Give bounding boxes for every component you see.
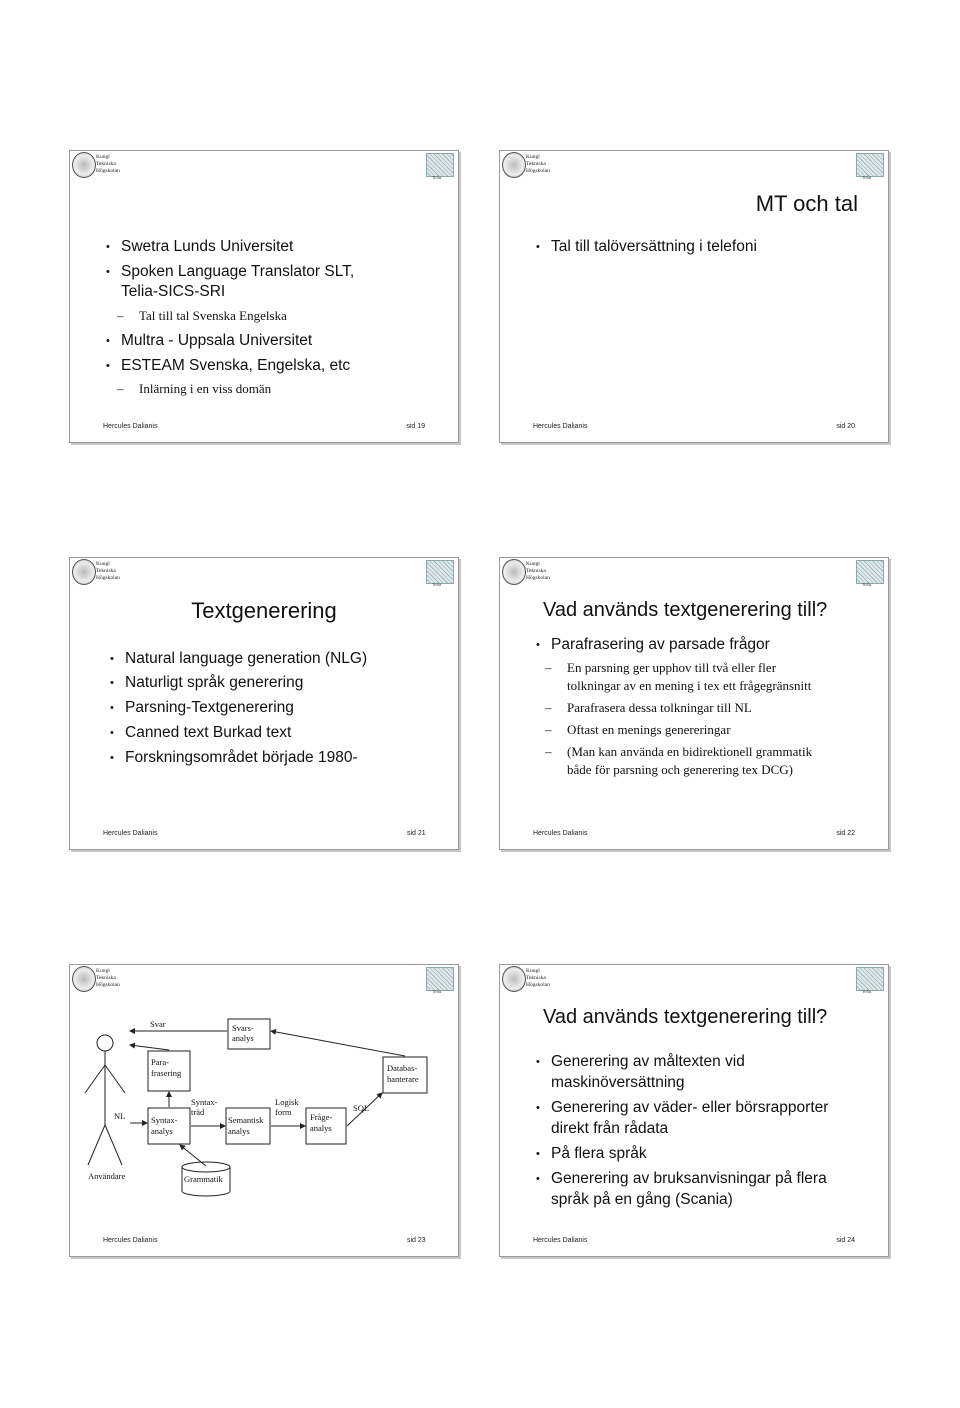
slide-author: Hercules Dalianis <box>533 423 588 430</box>
slide-title: Vad används textgenerering till? <box>543 599 828 621</box>
slide-title: MT och tal <box>755 191 858 216</box>
kth-logo <box>72 966 128 996</box>
telia-caption: Telia <box>432 582 442 587</box>
svarsanalys-label: analys <box>232 1033 254 1043</box>
slide-page-number: sid 23 <box>407 1237 426 1244</box>
bullet: • Tal till talöversättning i telefoni <box>536 238 757 255</box>
kth-line: Kungl <box>526 154 540 160</box>
telia-icon <box>856 153 884 177</box>
kth-line: Kungl <box>96 968 110 974</box>
sub-bullet: – (Man kan använda en bidirektionell grammatik <box>545 744 813 759</box>
slide-23 <box>69 964 459 1257</box>
telia-logo <box>856 560 884 588</box>
slide-author: Hercules Dalianis <box>103 830 158 837</box>
kth-line: Tekniska <box>96 161 116 167</box>
bullet: • Generering av måltexten vid <box>536 1053 745 1070</box>
bullet-continuation: Telia-SICS-SRI <box>121 283 226 300</box>
logisk-label: Logisk <box>275 1097 299 1107</box>
telia-logo <box>426 153 454 181</box>
telia-icon <box>856 560 884 584</box>
bullet: • På flera språk <box>536 1145 647 1162</box>
sub-bullet: – Inlärning i en viss domän <box>117 381 272 396</box>
kth-line: Högskolan <box>526 982 550 988</box>
slide-22 <box>499 557 889 850</box>
telia-logo <box>856 153 884 181</box>
telia-caption: Telia <box>432 989 442 994</box>
slide-20 <box>499 150 889 443</box>
anvandare-label: Användare <box>88 1171 126 1181</box>
kth-line: Tekniska <box>526 975 546 981</box>
slide-page-number: sid 19 <box>406 423 425 430</box>
bullet: • ESTEAM Svenska, Engelska, etc <box>106 357 351 374</box>
syntaxanalys-label: Syntax- <box>151 1115 178 1125</box>
kth-logo <box>72 152 128 182</box>
slide-page-number: sid 20 <box>836 423 855 430</box>
bullet: • Multra - Uppsala Universitet <box>106 332 313 349</box>
svar-label: Svar <box>150 1019 166 1029</box>
syntaxtrad-label: Syntax- <box>191 1097 218 1107</box>
parafrasering-label: Para- <box>151 1057 169 1067</box>
kth-logo <box>72 559 128 589</box>
slide-page-number: sid 21 <box>407 830 426 837</box>
bullet: • Parsning-Textgenerering <box>110 699 294 716</box>
frageanalys-label: Fråge- <box>310 1112 333 1122</box>
syntaxanalys-label: analys <box>151 1126 173 1136</box>
kth-line: Tekniska <box>526 161 546 167</box>
bullet: • Forskningsområdet började 1980- <box>110 749 358 766</box>
svarsanalys-label: Svars- <box>232 1023 254 1033</box>
slide-page-number: sid 24 <box>836 1237 855 1244</box>
semantisk-label: Semantisk <box>228 1115 264 1125</box>
parafrasering-label: frasering <box>151 1068 182 1078</box>
slide-24 <box>499 964 889 1257</box>
bullet-continuation: språk på en gång (Scania) <box>551 1191 733 1208</box>
bullet: • Parafrasering av parsade frågor <box>536 636 770 653</box>
telia-caption: Telia <box>862 175 872 180</box>
kth-line: Kungl <box>526 968 540 974</box>
kth-seal-icon <box>72 559 96 585</box>
telia-logo <box>426 560 454 588</box>
bullet: • Naturligt språk generering <box>110 674 304 691</box>
slide-21 <box>69 557 459 850</box>
semantisk-label: analys <box>228 1126 250 1136</box>
kth-line: Kungl <box>96 154 110 160</box>
databas-label: hanterare <box>387 1074 419 1084</box>
sub-bullet: – Tal till tal Svenska Engelska <box>117 308 287 323</box>
telia-caption: Telia <box>862 989 872 994</box>
sub-bullet-continuation: tolkningar av en mening i tex ett frågegränsnitt <box>567 678 812 693</box>
nlp-pipeline-diagram <box>70 1005 460 1245</box>
bullet: • Natural language generation (NLG) <box>110 650 368 667</box>
slide-page-number: sid 22 <box>836 830 855 837</box>
sub-bullet: – Parafrasera dessa tolkningar till NL <box>545 700 752 715</box>
kth-logo <box>502 152 558 182</box>
bullet: • Generering av bruksanvisningar på flera <box>536 1170 827 1187</box>
kth-seal-icon <box>502 966 526 992</box>
kth-line: Kungl <box>96 561 110 567</box>
slide-author: Hercules Dalianis <box>103 1237 158 1244</box>
kth-seal-icon <box>72 152 96 178</box>
kth-line: Högskolan <box>96 982 120 988</box>
sub-bullet: – En parsning ger upphov till två eller fler <box>545 660 777 675</box>
bullet: • Swetra Lunds Universitet <box>106 238 294 255</box>
nl-label: NL <box>114 1111 126 1121</box>
grammatik-label: Grammatik <box>184 1174 223 1184</box>
syntaxtrad-label: träd <box>191 1107 205 1117</box>
slide-author: Hercules Dalianis <box>533 1237 588 1244</box>
slide-author: Hercules Dalianis <box>533 830 588 837</box>
kth-logo <box>502 966 558 996</box>
slide-19 <box>69 150 459 443</box>
telia-caption: Telia <box>862 582 872 587</box>
kth-line: Högskolan <box>526 168 550 174</box>
slide-title: Vad används textgenerering till? <box>543 1006 828 1028</box>
kth-line: Kungl <box>526 561 540 567</box>
telia-icon <box>426 153 454 177</box>
telia-icon <box>856 967 884 991</box>
kth-seal-icon <box>502 152 526 178</box>
sql-label: SQL <box>353 1103 370 1113</box>
bullet-continuation: maskinöversättning <box>551 1074 685 1091</box>
sub-bullet-continuation: både för parsning och generering tex DCG) <box>567 762 793 777</box>
frageanalys-label: analys <box>310 1123 332 1133</box>
telia-logo <box>856 967 884 995</box>
kth-line: Tekniska <box>96 975 116 981</box>
bullet: • Canned text Burkad text <box>110 724 292 741</box>
slide-author: Hercules Dalianis <box>103 423 158 430</box>
telia-caption: Telia <box>432 175 442 180</box>
bullet: • Generering av väder- eller börsrapporter <box>536 1099 829 1116</box>
bullet: • Spoken Language Translator SLT, <box>106 263 355 280</box>
slide-title: Textgenerering <box>191 598 337 623</box>
kth-line: Tekniska <box>96 568 116 574</box>
logisk-label: form <box>275 1107 292 1117</box>
telia-logo <box>426 967 454 995</box>
kth-logo <box>502 559 558 589</box>
kth-line: Tekniska <box>526 568 546 574</box>
databas-label: Databas- <box>387 1063 418 1073</box>
kth-seal-icon <box>502 559 526 585</box>
kth-line: Högskolan <box>526 575 550 581</box>
kth-seal-icon <box>72 966 96 992</box>
user-figure-icon <box>85 1035 125 1165</box>
kth-line: Högskolan <box>96 575 120 581</box>
kth-line: Högskolan <box>96 168 120 174</box>
telia-icon <box>426 560 454 584</box>
telia-icon <box>426 967 454 991</box>
sub-bullet: – Oftast en menings genereringar <box>545 722 731 737</box>
bullet-continuation: direkt från rådata <box>551 1120 669 1137</box>
